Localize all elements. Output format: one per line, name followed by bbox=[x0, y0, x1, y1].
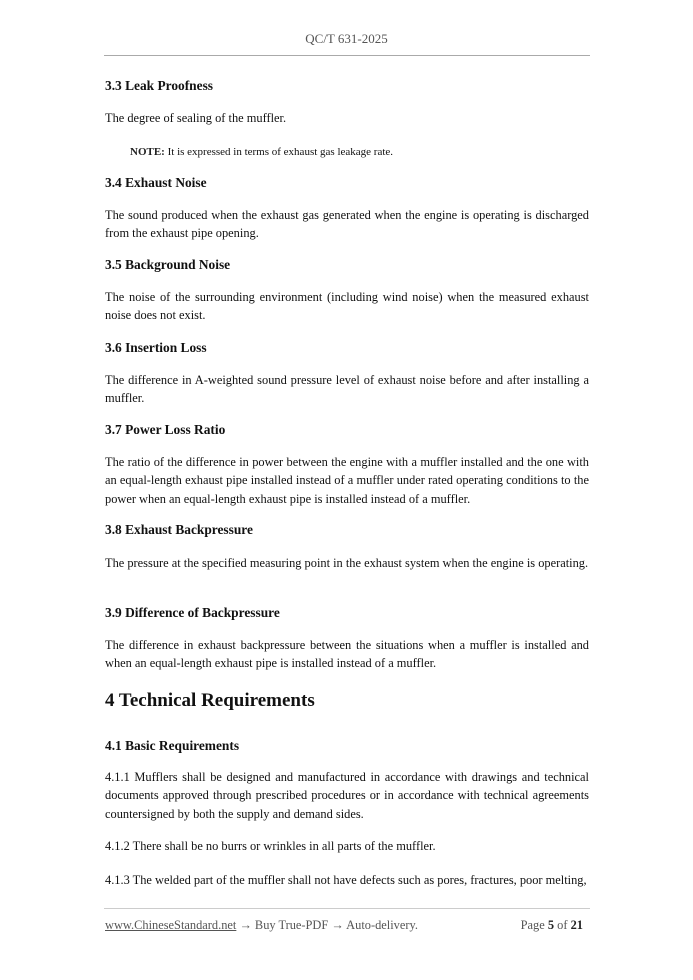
heading-3-4: 3.4 Exhaust Noise bbox=[105, 175, 207, 190]
para-3-7: The ratio of the difference in power between the engine with a muffler installed and the one with an equal-length exhaust pipe installed instead of a muffler under rated operating conditions to the power when an equal-length exhaust pipe is installed instead of a muffler. bbox=[105, 455, 589, 506]
footer bbox=[105, 918, 589, 933]
heading-3-9: 3.9 Difference of Backpressure bbox=[105, 605, 280, 620]
footer-promo: → Buy True-PDF → Auto-delivery. bbox=[236, 918, 418, 932]
note-label: NOTE: bbox=[130, 146, 165, 158]
heading-3-5: 3.5 Background Noise bbox=[105, 257, 231, 272]
site-link[interactable]: www.ChineseStandard.net bbox=[105, 918, 237, 932]
heading-3-6: 3.6 Insertion Loss bbox=[105, 340, 207, 355]
para-3-3: The degree of sealing of the muffler. bbox=[105, 111, 287, 125]
page-label: Page bbox=[520, 918, 545, 932]
of-label: of bbox=[557, 918, 568, 932]
note-text: It is expressed in terms of exhaust gas leakage rate. bbox=[164, 146, 394, 158]
para-3-9: The difference in exhaust backpressure between the situations when a muffler is installed and when an equal-length exhaust pipe is installed instead of a muffler. bbox=[105, 638, 589, 671]
heading-3-7: 3.7 Power Loss Ratio bbox=[105, 422, 226, 437]
para-4-1-1: 4.1.1 Mufflers shall be designed and manufactured in accordance with drawings and technical documents approved through prescribed procedures or in accordance with technical agreements countersigned by both the supply and demand sides. bbox=[105, 770, 589, 821]
page-number: 5 bbox=[547, 918, 555, 932]
note-3-3 bbox=[130, 143, 590, 161]
para-3-6: The difference in A-weighted sound pressure level of exhaust noise before and after installing a muffler. bbox=[105, 373, 589, 406]
header-doc-code: QC/T 631-2025 bbox=[305, 31, 388, 46]
para-3-8: The pressure at the specified measuring point in the exhaust system when the engine is operating. bbox=[105, 556, 589, 570]
page-total: 21 bbox=[570, 918, 583, 932]
para-4-1-2: 4.1.2 There shall be no burrs or wrinkles in all parts of the muffler. bbox=[105, 839, 436, 853]
heading-4-1: 4.1 Basic Requirements bbox=[105, 738, 240, 753]
para-3-5: The noise of the surrounding environment (including wind noise) when the measured exhaust noise does not exist. bbox=[105, 290, 589, 323]
footer-rule bbox=[104, 908, 590, 909]
heading-4: 4 Technical Requirements bbox=[105, 690, 315, 711]
header-rule bbox=[104, 55, 590, 56]
page-indicator bbox=[521, 918, 589, 933]
para-3-4: The sound produced when the exhaust gas generated when the engine is operating is discharged from the exhaust pipe opening. bbox=[105, 208, 589, 241]
para-4-1-3: 4.1.3 The welded part of the muffler shall not have defects such as pores, fractures, poor melting, bbox=[105, 873, 587, 887]
heading-3-8: 3.8 Exhaust Backpressure bbox=[105, 522, 253, 537]
heading-3-3: 3.3 Leak Proofness bbox=[105, 78, 213, 93]
footer-left bbox=[105, 918, 418, 933]
